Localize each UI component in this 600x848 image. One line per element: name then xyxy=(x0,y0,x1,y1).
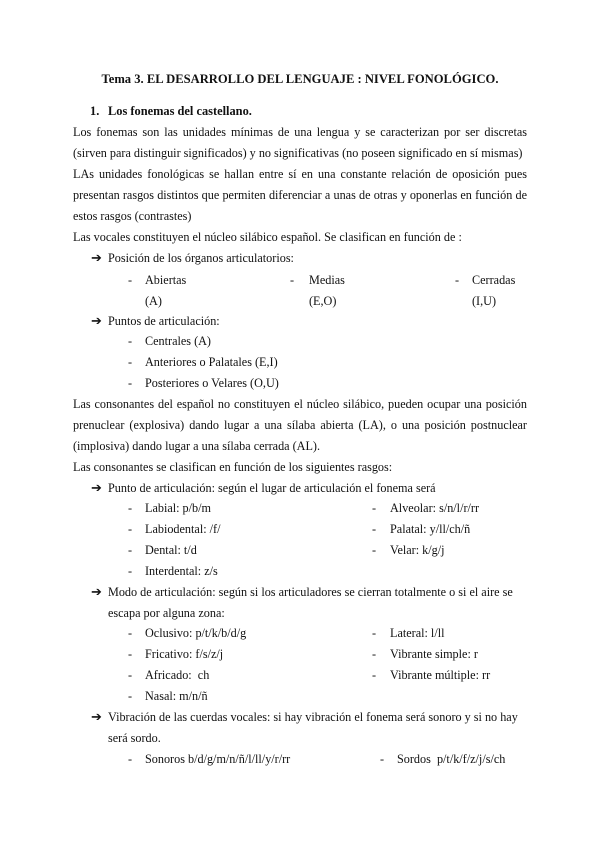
document-title: Tema 3. EL DESARROLLO DEL LENGUAJE : NIVEL FONOLÓGICO. xyxy=(101,72,499,86)
manner-vibrante-simple: Vibrante simple: r xyxy=(390,647,478,661)
vowel-open-label: Abiertas xyxy=(145,273,187,287)
manner-nasal: Nasal: m/n/ñ xyxy=(145,689,208,703)
paragraph-unidades: LAs unidades fonológicas se hallan entre sí en una constante relación de oposición pues presentan rasgos distintos que permiten diferenciar a unas de otras y oponerlas en función de estos rasgos (contrastes) xyxy=(73,167,527,223)
arrow-icon: ➔ xyxy=(91,250,102,265)
dash-icon: - xyxy=(128,647,133,661)
vowel-closed xyxy=(472,270,515,312)
dash-icon: - xyxy=(128,501,133,515)
vowel-point-central: Centrales (A) xyxy=(145,334,211,348)
vowel-open-value: (A) xyxy=(145,294,162,308)
dash-icon: - xyxy=(128,273,133,287)
paragraph-fonemas: Los fonemas son las unidades mínimas de una lengua y se caracterizan por ser discretas (sirven para distinguir significados) y no significativas (no poseen significado en sí mismas) xyxy=(73,125,527,160)
place-velar: Velar: k/g/j xyxy=(390,543,445,557)
section-title: Los fonemas del castellano. xyxy=(108,104,252,118)
dash-icon: - xyxy=(455,273,460,287)
vowel-closed-value: (I,U) xyxy=(472,294,497,308)
place-labiodental: Labiodental: /f/ xyxy=(145,522,221,536)
dash-icon: - xyxy=(372,543,377,557)
dash-icon: - xyxy=(128,522,133,536)
place-alveolar: Alveolar: s/n/l/r/rr xyxy=(390,501,480,515)
dash-icon: - xyxy=(380,752,385,766)
vowels-organs-heading: Posición de los órganos articulatorios: xyxy=(108,251,294,265)
vowel-mid xyxy=(309,270,345,312)
arrow-icon: ➔ xyxy=(91,709,102,724)
voice-sonoros: Sonoros b/d/g/m/n/ñ/l/ll/y/r/rr xyxy=(145,752,291,766)
paragraph-rasgos: Las consonantes se clasifican en función de los siguientes rasgos: xyxy=(73,460,393,474)
vowel-open xyxy=(145,270,186,312)
consonant-voice-heading: Vibración de las cuerdas vocales: si hay vibración el fonema será sonoro y si no hay xyxy=(108,710,518,724)
place-dental: Dental: t/d xyxy=(145,543,197,557)
dash-icon: - xyxy=(128,376,133,390)
dash-icon: - xyxy=(128,543,133,557)
arrow-icon: ➔ xyxy=(91,480,102,495)
arrow-icon: ➔ xyxy=(91,313,102,328)
dash-icon: - xyxy=(128,564,133,578)
manner-lateral: Lateral: l/ll xyxy=(390,626,445,640)
consonant-manner-heading-cont: escapa por alguna zona: xyxy=(108,606,225,620)
dash-icon: - xyxy=(128,752,133,766)
place-labial: Labial: p/b/m xyxy=(145,501,212,515)
paragraph-consonantes: Las consonantes del español no constituyen el núcleo silábico, pueden ocupar una posición prenuclear (explosiva) dando lugar a una sílaba abierta (LA), o una posición postnuclear (implosiva) dando lugar a una sílaba cerrada (AL). xyxy=(73,397,527,453)
voice-sordos: Sordos p/t/k/f/z/j/s/ch xyxy=(397,752,506,766)
dash-icon: - xyxy=(128,689,133,703)
dash-icon: - xyxy=(372,522,377,536)
consonant-place-heading: Punto de articulación: según el lugar de articulación el fonema será xyxy=(108,481,436,495)
consonant-voice-heading-cont: será sordo. xyxy=(108,731,161,745)
manner-vibrante-multiple: Vibrante múltiple: rr xyxy=(390,668,491,682)
vowels-points-heading: Puntos de articulación: xyxy=(108,314,220,328)
place-interdental: Interdental: z/s xyxy=(145,564,218,578)
dash-icon: - xyxy=(128,355,133,369)
section-heading xyxy=(90,104,252,119)
dash-icon: - xyxy=(372,626,377,640)
section-number: 1. xyxy=(90,104,100,118)
manner-fricativo: Fricativo: f/s/z/j xyxy=(145,647,224,661)
place-palatal: Palatal: y/ll/ch/ñ xyxy=(390,522,471,536)
arrow-icon: ➔ xyxy=(91,584,102,599)
dash-icon: - xyxy=(372,501,377,515)
dash-icon: - xyxy=(128,626,133,640)
vowel-closed-label: Cerradas xyxy=(472,273,516,287)
dash-icon: - xyxy=(128,668,133,682)
paragraph-vocales: Las vocales constituyen el núcleo silábico español. Se clasifican en función de : xyxy=(73,230,462,244)
consonant-manner-heading: Modo de articulación: según si los articuladores se cierran totalmente o si el aire se xyxy=(108,585,513,599)
dash-icon: - xyxy=(128,334,133,348)
dash-icon: - xyxy=(372,668,377,682)
dash-icon: - xyxy=(372,647,377,661)
vowel-mid-value: (E,O) xyxy=(309,294,337,308)
dash-icon: - xyxy=(290,273,295,287)
vowel-point-posterior: Posteriores o Velares (O,U) xyxy=(145,376,279,390)
manner-oclusivo: Oclusivo: p/t/k/b/d/g xyxy=(145,626,247,640)
vowel-point-anterior: Anteriores o Palatales (E,I) xyxy=(145,355,278,369)
vowel-mid-label: Medias xyxy=(309,273,345,287)
manner-africado: Africado: ch xyxy=(145,668,210,682)
